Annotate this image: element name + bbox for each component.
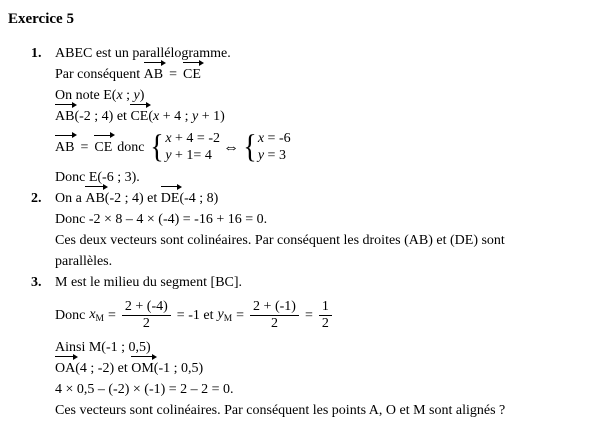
variable-x: x	[165, 131, 172, 146]
variable-xM	[89, 304, 104, 327]
numerator: 1	[319, 299, 332, 316]
text: + 1)	[198, 109, 225, 124]
brace-glyph: {	[243, 129, 257, 165]
equals-sign: =	[169, 67, 178, 82]
item-content	[55, 188, 608, 272]
subscript-M: M	[95, 313, 104, 324]
text: donc	[117, 139, 145, 155]
exercise-title: Exercice 5	[8, 11, 74, 27]
system-rows	[165, 130, 220, 164]
item-content	[55, 43, 608, 188]
equation-row	[165, 147, 220, 164]
vector-CE: CE	[130, 106, 148, 127]
equation-row	[165, 130, 220, 147]
variable-x: x	[116, 88, 123, 103]
equals-sign: =	[304, 307, 313, 323]
text: ;	[122, 88, 134, 103]
text: = 3	[264, 148, 286, 163]
denominator: 2	[270, 315, 278, 331]
text-line: M est le milieu du segment [BC].	[55, 275, 243, 290]
fraction-half	[317, 299, 334, 332]
text-line: ABEC est un parallélogramme.	[55, 46, 231, 61]
system-of-equations-2	[242, 129, 291, 165]
midpoint-calculation-line	[55, 293, 608, 337]
vector-CE: CE	[183, 64, 201, 85]
equation-row	[258, 147, 291, 164]
conclusion-line-wrap: parallèles.	[55, 254, 113, 269]
conclusion-line: Ces deux vecteurs sont colinéaires. Par conséquent les droites (AB) et (DE) sont	[55, 233, 505, 248]
text: On note E(	[55, 88, 117, 103]
fraction-yM	[248, 299, 301, 332]
equivalence-arrow: ⇔	[222, 138, 239, 156]
text: (-1 ; 0,5)	[153, 361, 204, 376]
variable-x: x	[153, 109, 160, 124]
text: = -1 et	[176, 307, 214, 323]
variable-yM	[217, 304, 232, 327]
text: (4 ; -2) et	[75, 361, 132, 376]
calculation-line: 4 × 0,5 – (-2) × (-1) = 2 – 2 = 0.	[55, 382, 234, 397]
item-number: 3.	[31, 275, 42, 290]
vector-coordinates-line	[55, 106, 608, 127]
variable-x: x	[89, 306, 96, 322]
text: + 4 ;	[159, 109, 193, 124]
vector-OM: OM	[131, 358, 154, 379]
conclusion-line: Ces vecteurs sont colinéaires. Par conséquent les points A, O et M sont alignés ?	[55, 403, 506, 418]
vector-DE: DE	[161, 188, 180, 209]
equals-sign: =	[236, 307, 245, 323]
variable-y: y	[165, 148, 172, 163]
text: + 4 = -2	[171, 131, 220, 146]
variable-y: y	[133, 88, 140, 103]
item-content	[55, 272, 608, 421]
vector-coordinates-line	[55, 358, 608, 379]
variable-y: y	[192, 109, 199, 124]
text: On a	[55, 191, 86, 206]
variable-y: y	[217, 306, 224, 322]
system-of-equations-1	[149, 129, 220, 165]
vector-AB: AB	[55, 106, 74, 127]
text: )	[139, 88, 145, 103]
system-rows	[258, 130, 291, 164]
calculation-line: Donc -2 × 8 – 4 × (-4) = -16 + 16 = 0.	[55, 212, 268, 227]
text: (-2 ; 4) et	[104, 191, 161, 206]
brace-glyph: {	[150, 129, 165, 165]
item-number: 2.	[31, 191, 42, 206]
text: Par conséquent	[55, 67, 144, 82]
problem-item-2	[8, 188, 608, 272]
text: (-4 ; 8)	[179, 191, 219, 206]
denominator: 2	[321, 315, 329, 331]
text: (-2 ; 4) et	[74, 109, 131, 124]
vector-OA: OA	[55, 358, 75, 379]
conclusion-line: Donc E(-6 ; 3).	[55, 170, 140, 185]
item-number: 1.	[31, 46, 42, 61]
equals-sign: =	[108, 307, 116, 323]
equation-row	[258, 130, 291, 147]
numerator: 2 + (-4)	[122, 299, 171, 316]
numerator: 2 + (-1)	[250, 299, 299, 316]
equals-sign: =	[80, 139, 89, 155]
vector-CE: CE	[94, 137, 112, 158]
subscript-M: M	[223, 313, 233, 324]
problem-item-1	[8, 43, 608, 188]
variable-y: y	[257, 148, 265, 163]
vector-coordinates-line	[55, 188, 608, 209]
midpoint-result-line: Ainsi M(-1 ; 0,5)	[55, 340, 151, 355]
vector-AB: AB	[144, 64, 163, 85]
text: + 1= 4	[171, 148, 212, 163]
text: (	[148, 109, 153, 124]
text: = -6	[264, 131, 291, 146]
point-note-line	[55, 85, 608, 106]
equation-system-line	[55, 127, 608, 167]
fraction-xM	[120, 299, 173, 332]
variable-x: x	[257, 131, 265, 146]
text: Donc	[55, 307, 86, 323]
vector-AB: AB	[55, 137, 74, 158]
denominator: 2	[142, 315, 150, 331]
vector-AB: AB	[85, 188, 104, 209]
problem-item-3	[8, 272, 608, 421]
vector-equality-line	[55, 64, 608, 85]
